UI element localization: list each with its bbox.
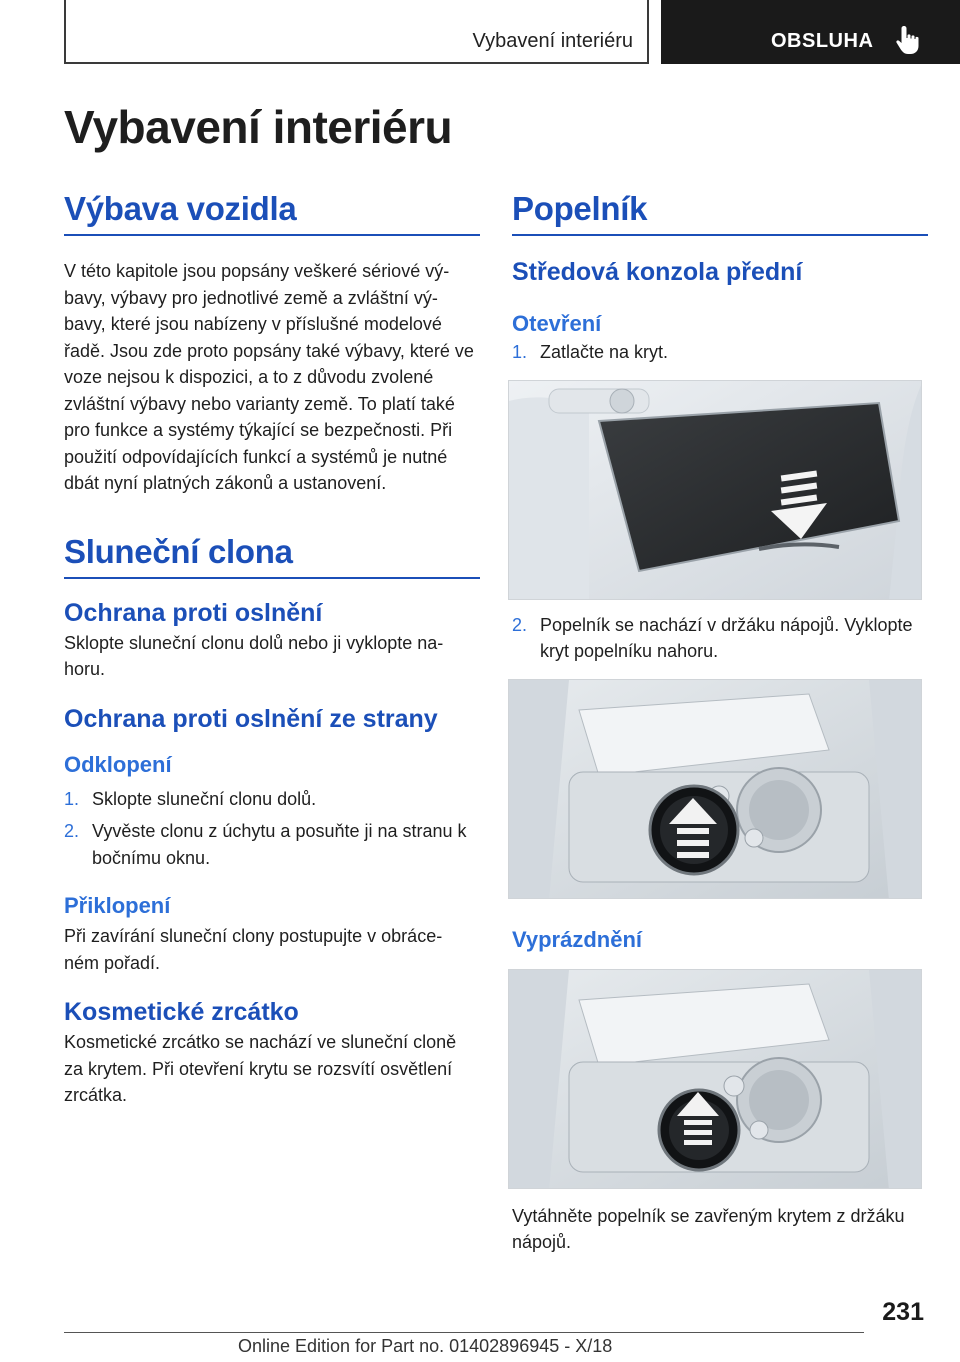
step-odklopeni-2 [64, 818, 480, 871]
step-number: 1. [64, 788, 80, 809]
heading-slunecni-clona: Sluneční clona [64, 533, 480, 579]
illustration-ashtray-open [508, 679, 922, 899]
step-otevreni-1 [512, 339, 928, 366]
header-section-tab [64, 0, 649, 64]
text-ochrana-proti-oslneni: Sklopte sluneční clonu dolů nebo ji vyklopte na- horu. [64, 632, 444, 679]
footer-edition: Online Edition for Part no. 01402896945 - X/18 [238, 1336, 613, 1356]
step-text: Zatlačte na kryt. [540, 342, 669, 362]
page-number: 231 [882, 1298, 924, 1326]
chapter-label: OBSLUHA [771, 30, 874, 52]
header-chapter-tab [661, 0, 960, 64]
text-vyprazdneni: Vytáhněte popelník se zavřeným krytem z držáku nápojů. [512, 1205, 905, 1252]
step-number: 1. [512, 342, 528, 362]
heading-priklopeni: Přiklopení [64, 893, 171, 918]
step-text: Popelník se nachází v držáku nápojů. Vyklopte kryt popelníku nahoru. [540, 614, 913, 661]
text-vybava-vozidla: V této kapitole jsou popsány veškeré sériové vý- bavy, výbavy pro jednotlivé země a zvláštní vý- bavy, které jsou nabízeny v příslušné modelové řadě. Jsou zde proto popsány také výbavy, které ve voze nejsou k dispozici, a to z důvodu zvolené zvláštní výbavy nebo varianty země. To platí také pro funkce a systémy týkající se bezpečnosti. Při použití odpovídajících funkcí a systémů je nutné dbát nyní platných zákonů a ustanovení. [64, 261, 474, 493]
step-otevreni-2 [512, 612, 928, 665]
section-label: Vybavení interiéru [472, 30, 633, 52]
step-number: 2. [64, 821, 80, 841]
illustration-console-cover [508, 380, 922, 600]
illustration-ashtray-remove [508, 969, 922, 1189]
heading-vyprazdneni: Vyprázdnění [512, 926, 642, 952]
heading-ochrana-ze-strany: Ochrana proti oslnění ze strany [64, 704, 438, 733]
page-title: Vybavení interiéru [64, 101, 453, 153]
step-text: Sklopte sluneční clonu dolů. [92, 788, 317, 809]
heading-popelnik: Popelník [512, 190, 928, 236]
left-column [64, 190, 480, 1109]
step-odklopeni-1 [64, 786, 480, 813]
heading-stredova-konzola: Středová konzola přední [512, 258, 803, 286]
hand-pointer-icon [895, 24, 921, 56]
heading-ochrana-proti-oslneni: Ochrana proti oslnění [64, 598, 323, 627]
text-priklopeni: Při zavírání sluneční clony postupujte v obráce- ném pořadí. [64, 926, 443, 973]
footer-divider [64, 1332, 864, 1333]
heading-kosmeticke-zrcatko: Kosmetické zrcátko [64, 998, 299, 1026]
heading-otevreni: Otevření [512, 311, 602, 336]
step-text: Vyvěste clonu z úchytu a posuňte ji na stranu k bočnímu oknu. [92, 821, 467, 868]
heading-odklopeni: Odklopení [64, 751, 172, 777]
step-number: 2. [512, 614, 528, 635]
right-column [512, 190, 928, 1256]
text-kosmeticke-zrcatko: Kosmetické zrcátko se nachází ve sluneční cloně za krytem. Při otevření krytu se rozsvítí osvětlení zrcátka. [64, 1032, 457, 1105]
heading-vybava-vozidla: Výbava vozidla [64, 190, 480, 236]
